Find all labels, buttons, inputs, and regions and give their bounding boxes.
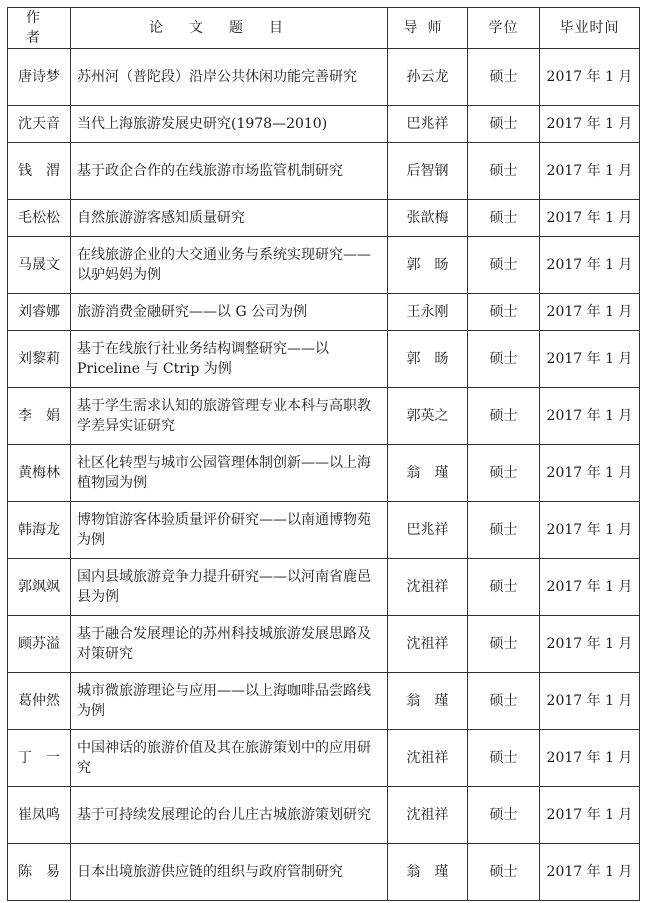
degree-cell: 硕士 xyxy=(468,844,540,901)
title-cell: 苏州河（普陀段）沿岸公共休闲功能完善研究 xyxy=(71,49,388,106)
table-row xyxy=(8,200,640,237)
advisor-cell: 郭英之 xyxy=(388,388,468,445)
title-cell: 旅游消费金融研究——以 G 公司为例 xyxy=(71,294,388,331)
author-cell: 李 娟 xyxy=(8,388,71,445)
date-cell: 2017 年 1 月 xyxy=(540,844,640,901)
advisor-cell: 沈祖祥 xyxy=(388,559,468,616)
title-cell: 基于学生需求认知的旅游管理专业本科与高职教学差异实证研究 xyxy=(71,388,388,445)
degree-cell: 硕士 xyxy=(468,331,540,388)
degree-cell: 硕士 xyxy=(468,49,540,106)
degree-cell: 硕士 xyxy=(468,237,540,294)
degree-cell: 硕士 xyxy=(468,616,540,673)
table-row xyxy=(8,388,640,445)
advisor-cell: 翁 瑾 xyxy=(388,673,468,730)
thesis-table xyxy=(7,7,640,901)
advisor-cell: 翁 瑾 xyxy=(388,445,468,502)
title-cell: 基于政企合作的在线旅游市场监管机制研究 xyxy=(71,143,388,200)
advisor-cell: 翁 瑾 xyxy=(388,844,468,901)
header-degree: 学位 xyxy=(468,8,540,49)
advisor-cell: 巴兆祥 xyxy=(388,502,468,559)
table-row xyxy=(8,143,640,200)
date-cell: 2017 年 1 月 xyxy=(540,106,640,143)
advisor-cell: 巴兆祥 xyxy=(388,106,468,143)
author-cell: 韩海龙 xyxy=(8,502,71,559)
table-row xyxy=(8,294,640,331)
title-cell: 自然旅游游客感知质量研究 xyxy=(71,200,388,237)
title-cell: 基于在线旅行社业务结构调整研究——以 Priceline 与 Ctrip 为例 xyxy=(71,331,388,388)
degree-cell: 硕士 xyxy=(468,502,540,559)
advisor-cell: 沈祖祥 xyxy=(388,616,468,673)
title-cell: 在线旅游企业的大交通业务与系统实现研究——以驴妈妈为例 xyxy=(71,237,388,294)
title-cell: 博物馆游客体验质量评价研究——以南通博物苑为例 xyxy=(71,502,388,559)
degree-cell: 硕士 xyxy=(468,673,540,730)
author-cell: 刘黎莉 xyxy=(8,331,71,388)
advisor-cell: 王永刚 xyxy=(388,294,468,331)
table-row xyxy=(8,844,640,901)
header-date: 毕业时间 xyxy=(540,8,640,49)
table-row xyxy=(8,237,640,294)
title-cell: 基于融合发展理论的苏州科技城旅游发展思路及对策研究 xyxy=(71,616,388,673)
date-cell: 2017 年 1 月 xyxy=(540,143,640,200)
title-cell: 城市微旅游理论与应用——以上海咖啡品尝路线为例 xyxy=(71,673,388,730)
date-cell: 2017 年 1 月 xyxy=(540,331,640,388)
author-cell: 钱 渭 xyxy=(8,143,71,200)
degree-cell: 硕士 xyxy=(468,388,540,445)
date-cell: 2017 年 1 月 xyxy=(540,294,640,331)
degree-cell: 硕士 xyxy=(468,445,540,502)
advisor-cell: 后智钢 xyxy=(388,143,468,200)
date-cell: 2017 年 1 月 xyxy=(540,49,640,106)
table-row xyxy=(8,502,640,559)
author-cell: 刘睿娜 xyxy=(8,294,71,331)
date-cell: 2017 年 1 月 xyxy=(540,200,640,237)
author-cell: 毛松松 xyxy=(8,200,71,237)
date-cell: 2017 年 1 月 xyxy=(540,616,640,673)
author-cell: 郭飒飒 xyxy=(8,559,71,616)
author-cell: 马晟文 xyxy=(8,237,71,294)
degree-cell: 硕士 xyxy=(468,730,540,787)
author-cell: 顾苏溢 xyxy=(8,616,71,673)
advisor-cell: 郭 旸 xyxy=(388,331,468,388)
date-cell: 2017 年 1 月 xyxy=(540,559,640,616)
degree-cell: 硕士 xyxy=(468,294,540,331)
header-author: 作者 xyxy=(8,8,71,49)
degree-cell: 硕士 xyxy=(468,143,540,200)
degree-cell: 硕士 xyxy=(468,787,540,844)
date-cell: 2017 年 1 月 xyxy=(540,787,640,844)
header-title: 论文题目 xyxy=(71,8,388,49)
advisor-cell: 沈祖祥 xyxy=(388,730,468,787)
header-row xyxy=(8,8,640,49)
author-cell: 陈 易 xyxy=(8,844,71,901)
table-row xyxy=(8,559,640,616)
title-cell: 中国神话的旅游价值及其在旅游策划中的应用研究 xyxy=(71,730,388,787)
table-row xyxy=(8,331,640,388)
title-cell: 社区化转型与城市公园管理体制创新——以上海植物园为例 xyxy=(71,445,388,502)
advisor-cell: 孙云龙 xyxy=(388,49,468,106)
author-cell: 沈天音 xyxy=(8,106,71,143)
date-cell: 2017 年 1 月 xyxy=(540,502,640,559)
table-row xyxy=(8,445,640,502)
author-cell: 崔凤鸣 xyxy=(8,787,71,844)
advisor-cell: 郭 旸 xyxy=(388,237,468,294)
degree-cell: 硕士 xyxy=(468,200,540,237)
title-cell: 当代上海旅游发展史研究(1978—2010) xyxy=(71,106,388,143)
date-cell: 2017 年 1 月 xyxy=(540,237,640,294)
header-advisor: 导师 xyxy=(388,8,468,49)
title-cell: 日本出境旅游供应链的组织与政府管制研究 xyxy=(71,844,388,901)
table-row xyxy=(8,673,640,730)
degree-cell: 硕士 xyxy=(468,559,540,616)
date-cell: 2017 年 1 月 xyxy=(540,673,640,730)
table-row xyxy=(8,787,640,844)
author-cell: 丁 一 xyxy=(8,730,71,787)
title-cell: 基于可持续发展理论的台儿庄古城旅游策划研究 xyxy=(71,787,388,844)
table-row xyxy=(8,616,640,673)
author-cell: 葛仲然 xyxy=(8,673,71,730)
date-cell: 2017 年 1 月 xyxy=(540,388,640,445)
advisor-cell: 沈祖祥 xyxy=(388,787,468,844)
table-row xyxy=(8,106,640,143)
date-cell: 2017 年 1 月 xyxy=(540,445,640,502)
table-row xyxy=(8,49,640,106)
date-cell: 2017 年 1 月 xyxy=(540,730,640,787)
table-row xyxy=(8,730,640,787)
title-cell: 国内县域旅游竞争力提升研究——以河南省鹿邑县为例 xyxy=(71,559,388,616)
advisor-cell: 张歆梅 xyxy=(388,200,468,237)
degree-cell: 硕士 xyxy=(468,106,540,143)
author-cell: 唐诗梦 xyxy=(8,49,71,106)
author-cell: 黄梅林 xyxy=(8,445,71,502)
